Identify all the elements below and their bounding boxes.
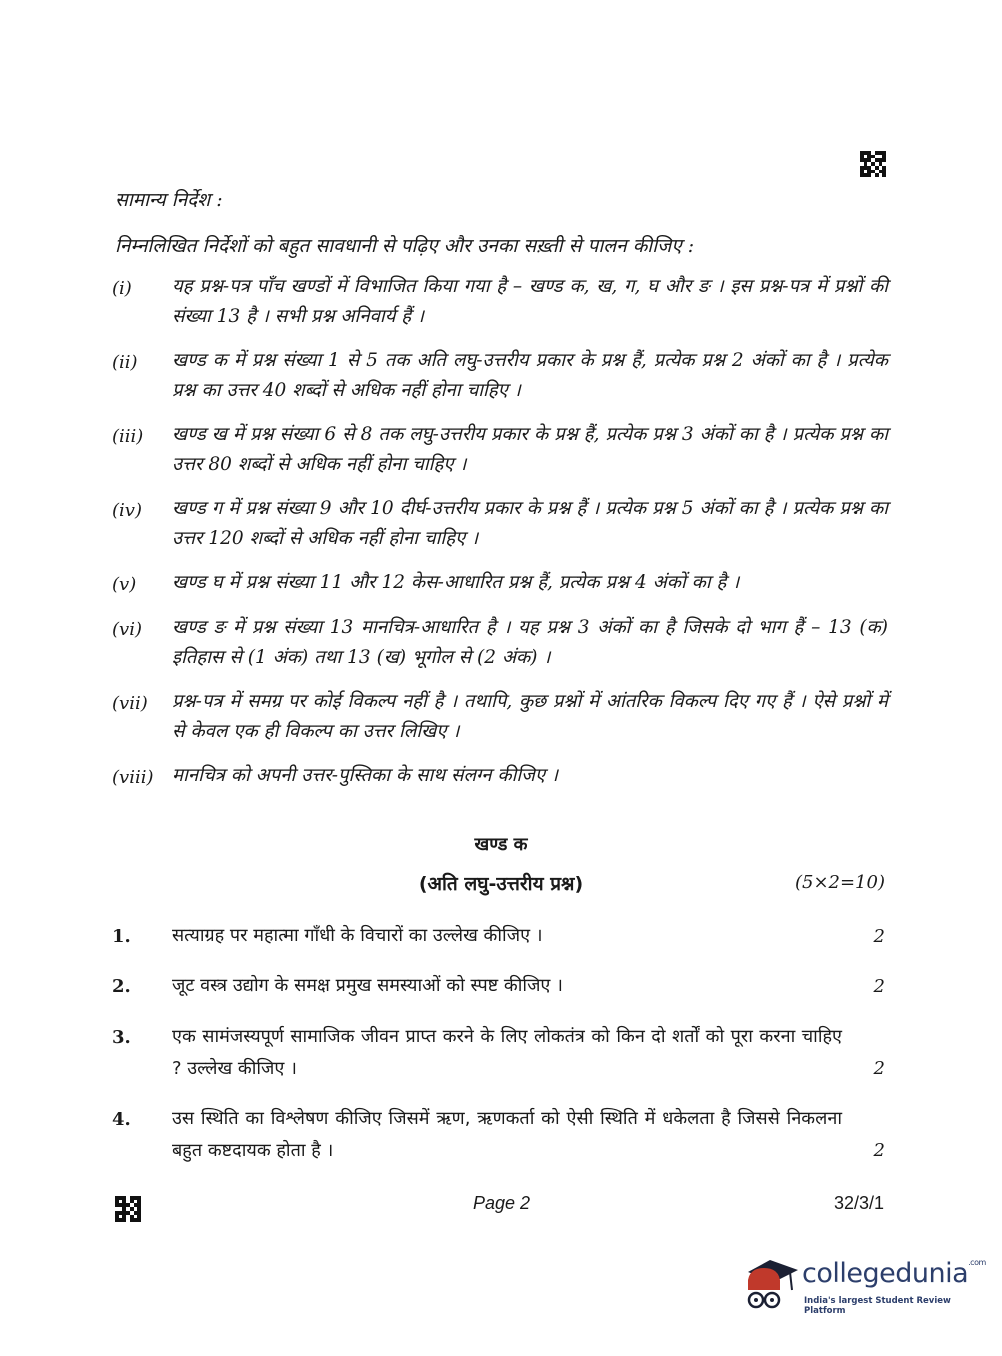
collegedunia-logo [740, 1250, 986, 1320]
instruction-number: (iii) [112, 426, 144, 447]
logo-tagline: India's largest Student Review Platform [804, 1296, 951, 1316]
instruction-text: खण्ड क में प्रश्न संख्या 1 से 5 तक अति लघु-उत्तरीय प्रकार के प्रश्न हैं, प्रत्येक प्रश्न 2 अंकों का है । प्रत्येक प्रश्न का उत्तर 40 शब्दों से अधिक नहीं होना चाहिए । [172, 350, 888, 401]
question-marks: 2 [873, 976, 885, 997]
instructions-heading: सामान्य निर्देश : [115, 189, 223, 211]
instruction-number: (viii) [112, 767, 154, 788]
page-number: Page 2 [473, 1193, 531, 1213]
question-text: एक सामंजस्यपूर्ण सामाजिक जीवन प्राप्त करने के लिए लोकतंत्र को किन दो शर्तों को पूरा करना चाहिए ? उल्लेख कीजिए । [172, 1026, 842, 1079]
instruction-number: (v) [112, 574, 137, 595]
paper-code: 32/3/1 [833, 1193, 884, 1213]
question-number: 1. [112, 926, 131, 947]
mascot-icon [740, 1250, 802, 1320]
instruction-text: खण्ड ग में प्रश्न संख्या 9 और 10 दीर्घ-उत्तरीय प्रकार के प्रश्न हैं । प्रत्येक प्रश्न 5 अंकों का है । प्रत्येक प्रश्न का उत्तर 120 शब्दों से अधिक नहीं होना चाहिए । [172, 498, 888, 549]
instruction-number: (ii) [112, 352, 138, 373]
instruction-text: खण्ड घ में प्रश्न संख्या 11 और 12 केस-आधारित प्रश्न हैं, प्रत्येक प्रश्न 4 अंकों का है । [172, 572, 740, 593]
instruction-number: (vii) [112, 693, 148, 714]
section-title: खण्ड क [474, 834, 528, 855]
instruction-number: (iv) [112, 500, 142, 521]
qr-code-top [860, 151, 886, 177]
instruction-number: (i) [112, 278, 132, 299]
instruction-text: खण्ड ख में प्रश्न संख्या 6 से 8 तक लघु-उत्तरीय प्रकार के प्रश्न हैं, प्रत्येक प्रश्न 3 अंकों का है । प्रत्येक प्रश्न का उत्तर 80 शब्दों से अधिक नहीं होना चाहिए । [172, 424, 888, 475]
instruction-text: मानचित्र को अपनी उत्तर-पुस्तिका के साथ संलग्न कीजिए । [172, 765, 559, 786]
question-number: 3. [112, 1027, 131, 1048]
question-marks: 2 [873, 926, 885, 947]
question-text: जूट वस्त्र उद्योग के समक्ष प्रमुख समस्याओं को स्पष्ट कीजिए । [172, 975, 563, 996]
instruction-text: प्रश्न-पत्र में समग्र पर कोई विकल्प नहीं है । तथापि, कुछ प्रश्नों में आंतरिक विकल्प दिए गए हैं । ऐसे प्रश्नों में से केवल एक ही विकल्प का उत्तर लिखिए । [172, 691, 888, 742]
question-text: सत्याग्रह पर महात्मा गाँधी के विचारों का उल्लेख कीजिए । [172, 925, 543, 946]
question-marks: 2 [873, 1058, 885, 1079]
instruction-text: यह प्रश्न-पत्र पाँच खण्डों में विभाजित किया गया है – खण्ड क, ख, ग, घ और ङ । इस प्रश्न-पत्र में प्रश्नों की संख्या 13 है । सभी प्रश्न अनिवार्य हैं । [172, 276, 888, 327]
section-marks: (5×2=10) [794, 872, 885, 893]
question-marks: 2 [873, 1140, 885, 1161]
instructions-intro: निम्नलिखित निर्देशों को बहुत सावधानी से पढ़िए और उनका सख़्ती से पालन कीजिए : [115, 235, 695, 257]
section-subtitle: (अति लघु-उत्तरीय प्रश्न) [418, 873, 584, 895]
question-number: 2. [112, 976, 131, 997]
instruction-text: खण्ड ङ में प्रश्न संख्या 13 मानचित्र-आधारित है । यह प्रश्न 3 अंकों का है जिसके दो भाग हैं – 13 (क) इतिहास से (1 अंक) तथा 13 (ख) भूगोल से (2 अंक) । [172, 617, 888, 668]
logo-wordmark: collegedunia$^{.com}$ [802, 1258, 986, 1289]
qr-code-bottom [115, 1196, 141, 1222]
instruction-number: (vi) [112, 619, 142, 640]
logo-suffix: .com [968, 1258, 986, 1267]
question-number: 4. [112, 1109, 131, 1130]
question-text: उस स्थिति का विश्लेषण कीजिए जिसमें ऋण, ऋणकर्ता को ऐसी स्थिति में धकेलता है जिससे निकलना बहुत कष्टदायक होता है । [172, 1108, 842, 1161]
